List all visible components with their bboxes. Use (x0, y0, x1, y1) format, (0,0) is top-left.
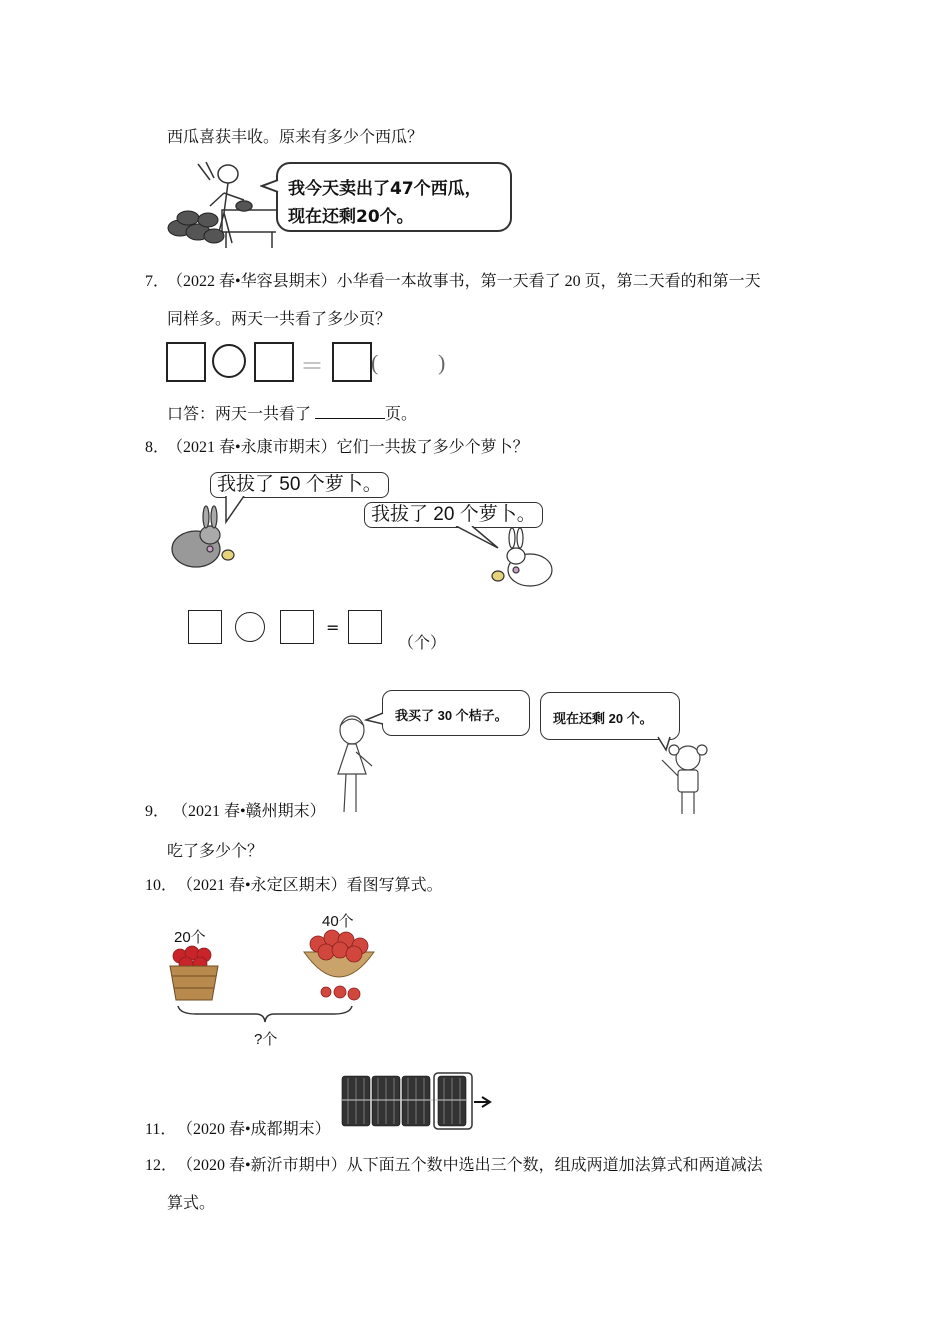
q7-answer-box-3[interactable] (332, 342, 372, 382)
q12-text-line2: 算式。 (167, 1195, 216, 1212)
q8-operator-circle[interactable] (235, 612, 265, 642)
melon-bubble-line1: 我今天卖出了47个西瓜， (288, 179, 482, 199)
rabbit-white-illustration (486, 528, 560, 592)
q7-answer-prefix: 口答：两天一共看了 (167, 406, 312, 423)
q7-answer-blank[interactable] (315, 404, 385, 419)
q7-answer-suffix: 页。 (385, 406, 418, 423)
q8-text: （2021 春•永康市期末）它们一共拔了多少个萝卜？ (167, 439, 529, 456)
q9-question: 吃了多少个？ (167, 843, 264, 860)
rabbit1-speech-bubble: 我拔了 50 个萝卜。 (210, 472, 389, 498)
bubble-tail (260, 178, 280, 194)
q10-number: 10． (145, 877, 178, 894)
q8-unit-label: （个） (398, 635, 447, 652)
q8-answer-box-3[interactable] (348, 610, 382, 644)
q7-text-line2: 同样多。两天一共看了多少页？ (167, 311, 392, 328)
girl1-bubble-tail (364, 712, 384, 726)
apple-basket-small (166, 944, 222, 1002)
q12-number: 12． (145, 1157, 178, 1174)
q10-label-left: 20个 (174, 929, 206, 946)
melon-bubble-line2: 现在还剩20个。 (288, 207, 414, 227)
girl-tall-illustration (326, 712, 382, 816)
q8-number: 8． (145, 439, 170, 456)
melon-seller-illustration (166, 158, 276, 250)
q7-paren-open: ( (371, 350, 379, 375)
girl-small-illustration (652, 740, 716, 818)
q12-text-line1: （2020 春•新沂市期中）从下面五个数中选出三个数，组成两道加法算式和两道减法 (177, 1157, 763, 1174)
apple-basket-large (300, 928, 378, 1002)
q7-answer-box-1[interactable] (166, 342, 206, 382)
girl1-speech-bubble (382, 690, 530, 736)
q9-number: 9． (145, 803, 170, 820)
q7-paren-close: ) (438, 350, 446, 375)
q10-text: （2021 春•永定区期末）看图写算式。 (177, 877, 443, 894)
q7-operator-circle[interactable] (212, 344, 246, 378)
q7-number: 7． (145, 273, 170, 290)
girl1-bubble-text: 我买了 30 个桔子。 (395, 708, 508, 723)
q10-brace (176, 1004, 354, 1024)
melon-speech-bubble (276, 162, 512, 232)
q9-text: （2021 春•赣州期末） (172, 803, 326, 820)
q8-answer-box-2[interactable] (280, 610, 314, 644)
girl2-bubble-text: 现在还剩 20 个。 (553, 711, 653, 726)
q7-text-line1: （2022 春•华容县期末）小华看一本故事书，第一天看了 20 页，第二天看的和第一天 (167, 273, 761, 290)
q7-equals-sign: ＝ (300, 352, 324, 380)
q11-text: （2020 春•成都期末） (177, 1121, 331, 1138)
rabbit2-speech-bubble: 我拔了 20 个萝卜。 (364, 502, 543, 528)
q8-equals-sign: = (326, 618, 340, 637)
q7-answer-box-2[interactable] (254, 342, 294, 382)
stick-bundles-illustration (340, 1072, 496, 1132)
q7-answer-line (167, 404, 417, 425)
q10-label-right: 40个 (322, 913, 354, 930)
rabbit-grey-illustration (166, 505, 240, 571)
q6-text: 西瓜喜获丰收。原来有多少个西瓜？ (167, 129, 424, 146)
q10-label-total: ?个 (254, 1031, 278, 1048)
girl2-speech-bubble (540, 692, 680, 740)
q11-number: 11． (145, 1121, 177, 1138)
q8-answer-box-1[interactable] (188, 610, 222, 644)
